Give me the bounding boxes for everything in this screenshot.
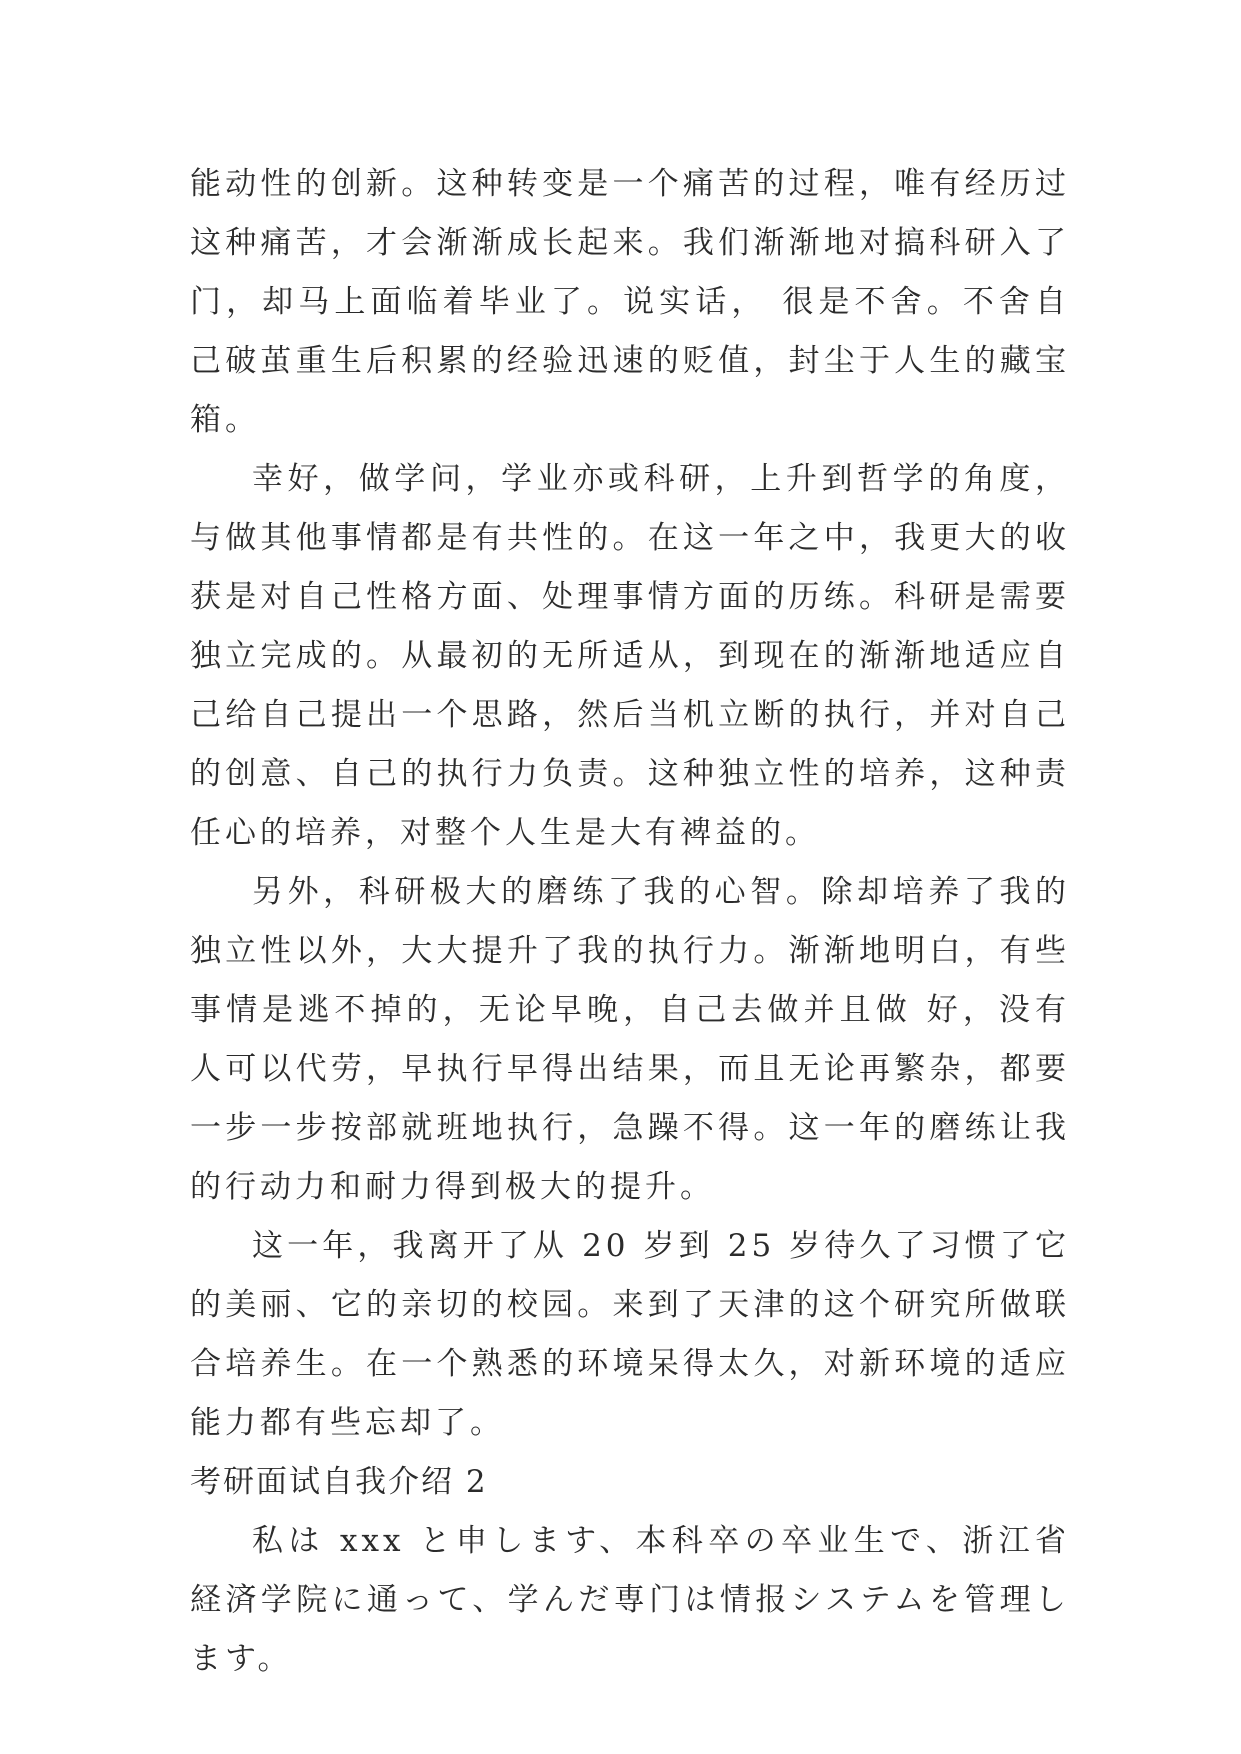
paragraph-3: 另外，科研极大的磨练了我的心智。除却培养了我的独立性以外，大大提升了我的执行力。渐渐地明白，有些事情是逃不掉的，无论早晚，自己去做并且做 好，没有人可以代劳，早执行早得出结果，而且无论再繁杂，都要一步一步按部就班地执行，急躁不得。这一年的磨练让我的行动力和耐力得到极大的提升。 xyxy=(190,874,1070,1205)
paragraph-1: 能动性的创新。这种转变是一个痛苦的过程，唯有经历过这种痛苦，才会渐渐成长起来。我们渐渐地对搞科研入了门，却马上面临着毕业了。说实话， 很是不舍。不舍自己破茧重生后积累的经验迅速的贬值，封尘于人生的藏宝箱。 xyxy=(190,166,1070,438)
paragraph-4: 这一年，我离开了从 20 岁到 25 岁待久了习惯了它的美丽、它的亲切的校园。来到了天津的这个研究所做联合培养生。在一个熟悉的环境呆得太久，对新环境的适应能力都有些忘却了。 xyxy=(190,1228,1070,1441)
document-body xyxy=(190,155,1070,1689)
paragraph-5: 私は xxx と申します、本科卒の卒业生で、浙江省経済学院に通って、学んだ専门は情报システムを管理します。 xyxy=(190,1523,1070,1677)
section-heading: 考研面试自我介绍 2 xyxy=(190,1464,488,1500)
paragraph-2: 幸好，做学问，学业亦或科研，上升到哲学的角度，与做其他事情都是有共性的。在这一年之中，我更大的收获是对自己性格方面、处理事情方面的历练。科研是需要独立完成的。从最初的无所适从，到现在的渐渐地适应自己给自己提出一个思路，然后当机立断的执行，并对自己的创意、自己的执行力负责。这种独立性的培养，这种责任心的培养，对整个人生是大有裨益的。 xyxy=(190,461,1070,851)
